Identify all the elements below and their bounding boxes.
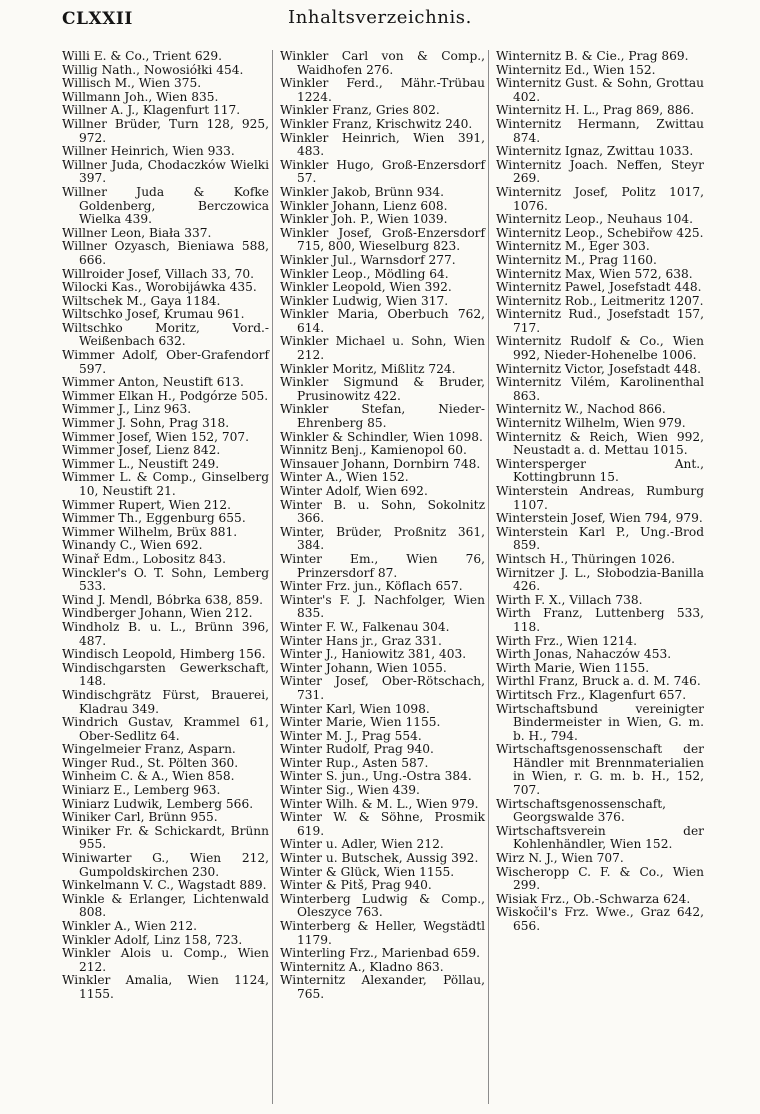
index-entry: Winkler Carl von & Comp., Waidhofen 276. bbox=[280, 50, 485, 77]
index-entry: Winter Em., Wien 76, Prinzersdorf 87. bbox=[280, 551, 485, 580]
index-entry: Winkelmann V. C., Wagstadt 889. bbox=[62, 878, 267, 893]
index-column-2 bbox=[277, 50, 489, 1104]
index-entry: Wimmer Th., Eggenburg 655. bbox=[62, 511, 246, 526]
index-entry: Wischeropp C. F. & Co., Wien 299. bbox=[496, 864, 704, 893]
index-entry: Winiarz Ludwik, Lemberg 566. bbox=[62, 796, 254, 811]
index-entry: Winkler Joh. P., Wien 1039. bbox=[280, 212, 448, 227]
index-entry: Wimmer Adolf, Ober-Grafendorf 597. bbox=[62, 348, 269, 376]
index-column-1 bbox=[62, 50, 273, 1104]
index-entry: Winkler Alois u. Comp., Wien 212. bbox=[62, 946, 269, 974]
index-entry: Wimmer L. & Comp., Ginselberg 10, Neustift 21. bbox=[62, 470, 269, 498]
index-entry: Wirtschaftsgenossenschaft der Händler mit Brennmaterialien in Wien, r. G. m. b. H., 152, 707. bbox=[496, 742, 704, 798]
index-entry: Winkler Jul., Warnsdorf 277. bbox=[280, 252, 456, 267]
index-entry: Wiskočil's Frz. Wwe., Graz 642, 656. bbox=[496, 905, 704, 933]
index-entry: Willner Ozyasch, Bieniawa 588, 666. bbox=[62, 239, 269, 267]
index-entry: Winger Rud., St. Pölten 360. bbox=[62, 755, 239, 770]
index-entry: Winternitz A., Kladno 863. bbox=[280, 959, 444, 974]
index-entry: Windisch Leopold, Himberg 156. bbox=[62, 647, 266, 662]
index-entry: Willner Leon, Biała 337. bbox=[62, 225, 212, 240]
index-entry: Winter Sig., Wien 439. bbox=[280, 783, 420, 798]
index-entry: Winkler Maria, Oberbuch 762, 614. bbox=[280, 307, 485, 335]
index-entry: Willner Juda & Kofke Goldenberg, Berczowica Wielka 439. bbox=[62, 184, 269, 227]
index-entry: Winkler Ferd., Mähr.-Trübau 1224. bbox=[280, 76, 485, 104]
index-entry: Winter & Pitš, Prag 940. bbox=[280, 878, 432, 893]
index-entry: Wimmer Elkan H., Podgórze 505. bbox=[62, 388, 269, 403]
index-entry: Winter, Brüder, Proßnitz 361, 384. bbox=[280, 524, 485, 553]
index-entry: Winternitz & Reich, Wien 992, Neustadt a. d. Mettau 1015. bbox=[496, 429, 704, 458]
index-entry: Winnitz Benj., Kamienopol 60. bbox=[280, 443, 467, 458]
index-entry: Wirth Frz., Wien 1214. bbox=[496, 633, 638, 648]
index-entry: Winter A., Wien 152. bbox=[280, 470, 409, 485]
index-entry: Winternitz Pawel, Josefstadt 448. bbox=[496, 280, 702, 295]
index-entry: Wirtschaftsverein der Kohlenhändler, Wien 152. bbox=[496, 823, 704, 852]
index-entry: Winsauer Johann, Dornbirn 748. bbox=[280, 456, 481, 471]
index-entry: Winter B. u. Sohn, Sokolnitz 366. bbox=[280, 497, 485, 526]
index-entry: Wirtschaftsbund vereinigter Bindermeister in Wien, G. m. b. H., 794. bbox=[496, 701, 704, 743]
page-number: CLXXII bbox=[62, 9, 133, 29]
index-entry: Wintersperger Ant., Kottingbrunn 15. bbox=[496, 456, 704, 485]
index-entry: Wimmer J., Linz 963. bbox=[62, 402, 192, 417]
index-entry: Winter & Glück, Wien 1155. bbox=[280, 864, 455, 879]
index-entry: Winkle & Erlanger, Lichtenwald 808. bbox=[62, 891, 269, 920]
index-entry: Winkler Leopold, Wien 392. bbox=[280, 280, 452, 295]
index-entry: Winter Johann, Wien 1055. bbox=[280, 660, 447, 675]
index-entry: Winter Adolf, Wien 692. bbox=[280, 484, 428, 498]
index-entry: Wimmer Anton, Neustift 613. bbox=[62, 375, 244, 390]
index-entry: Winterstein Josef, Wien 794, 979. bbox=[496, 511, 703, 526]
index-entry: Winter's F. J. Nachfolger, Wien 835. bbox=[280, 592, 485, 621]
index-column-3 bbox=[493, 50, 704, 1104]
index-entry: Winternitz W., Nachod 866. bbox=[496, 402, 666, 417]
index-entry: Winternitz Wilhelm, Wien 979. bbox=[496, 416, 686, 431]
index-entry: Winiker Carl, Brünn 955. bbox=[62, 810, 218, 825]
index-entry: Winkler Franz, Gries 802. bbox=[280, 103, 440, 118]
index-entry: Wind J. Mendl, Bóbrka 638, 859. bbox=[62, 592, 264, 607]
index-entry: Wintsch H., Thüringen 1026. bbox=[496, 551, 676, 566]
index-entry: Wimmer Rupert, Wien 212. bbox=[62, 497, 232, 512]
index-entry: Wirthl Franz, Bruck a. d. M. 746. bbox=[496, 674, 701, 689]
index-entry: Wirth Marie, Wien 1155. bbox=[496, 660, 650, 675]
index-entry: Winternitz Leop., Schebiřow 425. bbox=[496, 225, 704, 240]
index-entry: Wirz N. J., Wien 707. bbox=[496, 851, 624, 866]
index-entry: Winkler Michael u. Sohn, Wien 212. bbox=[280, 334, 485, 363]
index-entry: Willroider Josef, Villach 33, 70. bbox=[62, 266, 255, 281]
index-entry: Windholz B. u. L., Brünn 396, 487. bbox=[62, 619, 269, 648]
index-entry: Winiker Fr. & Schickardt, Brünn 955. bbox=[62, 823, 269, 852]
index-entry: Willner Brüder, Turn 128, 925, 972. bbox=[62, 116, 269, 145]
index-entry: Winternitz Ignaz, Zwittau 1033. bbox=[496, 144, 694, 159]
index-entry: Willi E. & Co., Trient 629. bbox=[62, 50, 223, 63]
index-entry: Winterstein Karl P., Ung.-Brod 859. bbox=[496, 524, 704, 553]
index-entry: Winkler A., Wien 212. bbox=[62, 919, 197, 933]
index-entry: Winkler Adolf, Linz 158, 723. bbox=[62, 932, 243, 947]
index-entry: Winternitz Gust. & Sohn, Grottau 402. bbox=[496, 76, 704, 104]
index-entry: Winternitz Josef, Politz 1017, 1076. bbox=[496, 184, 704, 213]
index-entry: Winterling Frz., Marienbad 659. bbox=[280, 946, 481, 961]
index-entry: Wiltschek M., Gaya 1184. bbox=[62, 293, 221, 308]
index-entry: Willig Nath., Nowosiółki 454. bbox=[62, 62, 244, 77]
index-entry: Winter Rup., Asten 587. bbox=[280, 755, 429, 770]
index-entry: Winkler Leop., Mödling 64. bbox=[280, 266, 449, 281]
index-entry: Winkler Moritz, Mißlitz 724. bbox=[280, 361, 456, 376]
index-entry: Winter u. Butschek, Aussig 392. bbox=[280, 851, 479, 866]
index-entry: Wirth F. X., Villach 738. bbox=[496, 592, 643, 607]
index-entry: Winternitz Rudolf & Co., Wien 992, Nieder-Hohenelbe 1006. bbox=[496, 334, 704, 363]
index-entry: Winkler Ludwig, Wien 317. bbox=[280, 293, 449, 308]
index-entry: Winheim C. & A., Wien 858. bbox=[62, 769, 235, 784]
index-columns bbox=[62, 50, 704, 1104]
index-entry: Winternitz Vilém, Karolinenthal 863. bbox=[496, 375, 704, 403]
index-entry: Wiltschko Moritz, Vord.-Weißenbach 632. bbox=[62, 320, 269, 349]
index-entry: Winternitz Rob., Leitmeritz 1207. bbox=[496, 293, 704, 308]
page-header bbox=[0, 3, 760, 43]
index-entry: Winterberg & Heller, Wegstädtl 1179. bbox=[280, 919, 485, 947]
index-entry: Winkler Heinrich, Wien 391, 483. bbox=[280, 130, 485, 159]
index-entry: Winternitz H. L., Prag 869, 886. bbox=[496, 103, 695, 118]
index-entry: Winterstein Andreas, Rumburg 1107. bbox=[496, 484, 704, 512]
index-entry: Windrich Gustav, Krammel 61, Ober-Sedlitz 64. bbox=[62, 715, 269, 743]
index-entry: Winkler Sigmund & Bruder, Prusinowitz 422. bbox=[280, 375, 485, 403]
index-entry: Winter Josef, Ober-Rötschach, 731. bbox=[280, 674, 485, 702]
index-entry: Winiwarter G., Wien 212, Gumpoldskirchen 230. bbox=[62, 851, 269, 879]
index-entry: Winkler Johann, Lienz 608. bbox=[280, 198, 448, 213]
index-entry: Winter Frz. jun., Köflach 657. bbox=[280, 579, 463, 594]
index-entry: Wirnitzer J. L., Słobodzia-Banilla 426. bbox=[496, 565, 704, 594]
index-entry: Winiarz E., Lemberg 963. bbox=[62, 783, 221, 798]
index-entry: Winkler Stefan, Nieder-Ehrenberg 85. bbox=[280, 402, 485, 431]
index-entry: Winter Karl, Wien 1098. bbox=[280, 701, 430, 716]
index-entry: Wirtitsch Frz., Klagenfurt 657. bbox=[496, 687, 687, 702]
index-entry: Winter M. J., Prag 554. bbox=[280, 728, 422, 743]
index-entry: Winař Edm., Lobositz 843. bbox=[62, 551, 226, 566]
index-entry: Windischgarsten Gewerkschaft, 148. bbox=[62, 660, 269, 689]
index-entry: Wimmer Wilhelm, Brüx 881. bbox=[62, 524, 238, 539]
index-entry: Winter W. & Söhne, Prosmik 619. bbox=[280, 810, 485, 838]
index-entry: Winandy C., Wien 692. bbox=[62, 538, 203, 553]
index-entry: Willner A. J., Klagenfurt 117. bbox=[62, 103, 241, 118]
index-entry: Winkler Hugo, Groß-Enzersdorf 57. bbox=[280, 157, 485, 186]
index-entry: Winkler & Schindler, Wien 1098. bbox=[280, 429, 483, 444]
index-entry: Wimmer L., Neustift 249. bbox=[62, 456, 220, 471]
index-entry: Winternitz Ed., Wien 152. bbox=[496, 62, 656, 77]
index-entry: Wirtschaftsgenossenschaft, Georgswalde 376. bbox=[496, 796, 667, 825]
index-entry: Winter Hans jr., Graz 331. bbox=[280, 633, 442, 648]
index-entry: Winkler Jakob, Brünn 934. bbox=[280, 184, 445, 199]
index-entry: Winternitz Victor, Josefstadt 448. bbox=[496, 361, 702, 376]
index-entry: Winter Marie, Wien 1155. bbox=[280, 715, 441, 730]
index-entry: Winternitz Joach. Neffen, Steyr 269. bbox=[496, 157, 704, 186]
index-entry: Winter Rudolf, Prag 940. bbox=[280, 742, 434, 757]
index-entry: Winternitz B. & Cie., Prag 869. bbox=[496, 50, 689, 63]
index-entry: Wimmer J. Sohn, Prag 318. bbox=[62, 416, 230, 431]
index-entry: Winkler Franz, Krischwitz 240. bbox=[280, 116, 473, 131]
index-entry: Winternitz Max, Wien 572, 638. bbox=[496, 266, 693, 281]
index-entry: Willner Heinrich, Wien 933. bbox=[62, 144, 235, 159]
index-entry: Winternitz Alexander, Pöllau, 765. bbox=[280, 973, 485, 1001]
page-title: Inhaltsverzeichnis. bbox=[288, 7, 472, 28]
index-entry: Wimmer Josef, Wien 152, 707. bbox=[62, 429, 250, 444]
index-entry: Wilocki Kas., Worobijáwka 435. bbox=[62, 280, 257, 295]
index-entry: Wirth Franz, Luttenberg 533, 118. bbox=[496, 606, 704, 634]
index-entry: Winterberg Ludwig & Comp., Oleszyce 763. bbox=[280, 891, 485, 920]
index-entry: Winter F. W., Falkenau 304. bbox=[280, 619, 450, 634]
index-entry: Windberger Johann, Wien 212. bbox=[62, 606, 253, 621]
index-entry: Winternitz M., Prag 1160. bbox=[496, 252, 657, 267]
index-entry: Winkler Amalia, Wien 1124, 1155. bbox=[62, 973, 269, 1001]
index-entry: Wimmer Josef, Lienz 842. bbox=[62, 443, 221, 458]
index-entry: Winckler's O. T. Sohn, Lemberg 533. bbox=[62, 565, 269, 594]
index-entry: Wiltschko Josef, Krumau 961. bbox=[62, 307, 245, 322]
index-entry: Winter u. Adler, Wien 212. bbox=[280, 837, 444, 852]
index-entry: Winter Wilh. & M. L., Wien 979. bbox=[280, 796, 479, 811]
index-entry: Willmann Joh., Wien 835. bbox=[62, 89, 219, 104]
index-entry: Winter S. jun., Ung.-Ostra 384. bbox=[280, 769, 472, 784]
index-entry: Winternitz Hermann, Zwittau 874. bbox=[496, 116, 704, 145]
index-entry: Willisch M., Wien 375. bbox=[62, 76, 202, 91]
index-entry: Wingelmeier Franz, Asparn. bbox=[62, 742, 236, 757]
index-entry: Winkler Josef, Groß-Enzersdorf 715, 800, Wieselburg 823. bbox=[280, 225, 485, 254]
index-entry: Winter J., Haniowitz 381, 403. bbox=[280, 647, 467, 662]
index-entry: Willner Juda, Chodaczków Wielki 397. bbox=[62, 157, 269, 186]
index-entry: Windischgrätz Fürst, Brauerei, Kladrau 349. bbox=[62, 687, 269, 716]
index-entry: Wisiak Frz., Ob.-Schwarza 624. bbox=[496, 891, 691, 906]
index-entry: Wirth Jonas, Nahaczów 453. bbox=[496, 647, 672, 662]
index-entry: Winternitz M., Eger 303. bbox=[496, 239, 650, 254]
index-entry: Winternitz Leop., Neuhaus 104. bbox=[496, 212, 693, 227]
index-entry: Winternitz Rud., Josefstadt 157, 717. bbox=[496, 307, 704, 335]
